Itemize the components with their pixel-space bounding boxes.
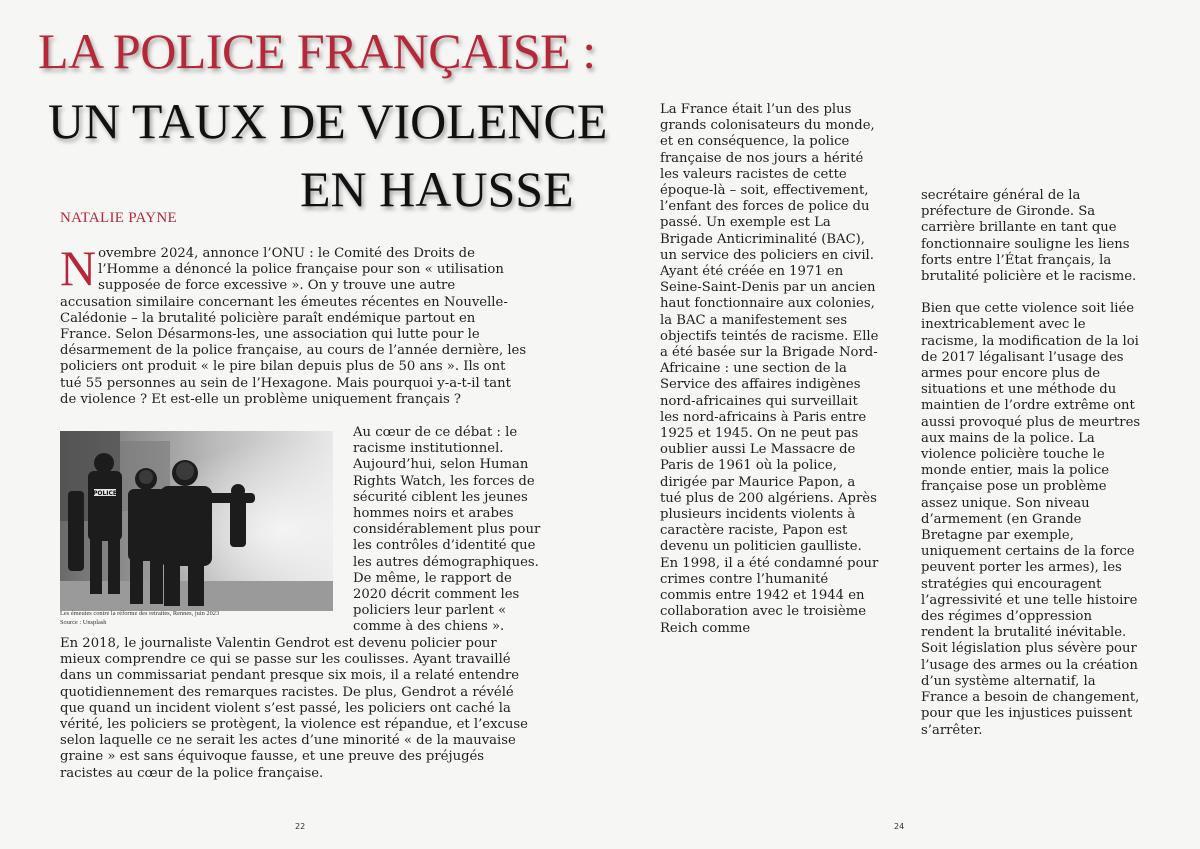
page-number-right: 24 [894, 822, 905, 831]
right-paragraph-1: secrétaire général de la préfecture de Gironde. Sa carrière brillante en tant que fonctionnaire souligne les liens forts entre l’État français, la brutalité policière et le racisme. [921, 188, 1137, 285]
riot-police-photo [60, 431, 333, 611]
intro-paragraph [60, 240, 530, 408]
author-byline: NATALIE PAYNE [60, 210, 178, 226]
photo-illustration [60, 431, 333, 611]
column-beside-photo: Au cœur de ce débat : le racisme institutionnel. Aujourd’hui, selon Human Rights Watch, les forces de sécurité ciblent les jeunes hommes noirs et arabes considérablement plus pour les contrôles d’identité que les autres démographiques. De même, le rapport de 2020 décrit comment les policiers leur parlent « comme à des chiens ». [353, 425, 541, 635]
police-vest-label: POLICE [92, 490, 118, 497]
headline-line-2: UN TAUX DE VIOLENCE [48, 93, 608, 149]
right-paragraph-2: Bien que cette violence soit liée inextricablement avec le racisme, la modification de la loi de 2017 légalisant l’usage des armes pour encore plus de situations et une méthode du maintien de l’ordre extrême ont aussi provoqué plus de meurtres aux mains de la police. La violence policière touche le monde entier, mais la police française pose un problème assez unique. Son niveau d’armement (en Grande Bretagne par exemple, uniquement certains de la force peuvent porter les armes), les stratégies qui encouragent l’agressivité et une telle histoire des régimes d’oppression rendent la brutalité inévitable. Soit législation plus sévère pour l’usage des armes ou la création d’un système alternatif, la France a besoin de changement, pour que les injustices puissent s’arrêter. [921, 301, 1141, 738]
middle-column: La France était l’un des plus grands colonisateurs du monde, et en conséquence, la police française de nos jours a hérité les valeurs racistes de cette époque-là – soit, effectivement, l’enfant des forces de police du passé. Un exemple est La Brigade Anticriminalité (BAC), un service des policiers en civil. Ayant été créée en 1971 en Seine-Saint-Denis par un ancien haut fonctionnaire aux colonies, la BAC a manifestement ses objectifs teintés de racisme. Elle a été basée sur la Brigade Nord-Africaine : une section de la Service des affaires indigènes nord-africaines qui surveillait les nord-africains à Paris entre 1925 et 1945. On ne peut pas oublier aussi Le Massacre de Paris de 1961 où la police, dirigée par Maurice Papon, a tué plus de 200 algériens. Après plusieurs incidents violents à caractère raciste, Papon est devenu un politicien gaulliste. En 1998, il a été condamné pour crimes contre l’humanité commis entre 1942 et 1944 en collaboration avec le troisième Reich comme [660, 102, 879, 636]
intro-text: ovembre 2024, annonce l’ONU : le Comité des Droits de l’Homme a dénoncé la police française pour son « utilisation supposée de force excessive ». On y trouve une autre accusation similaire concernant les émeutes récentes en Nouvelle-Calédonie – la brutalité policière paraît endémique partout en France. Selon Désarmons-les, une association qui lutte pour le désarmement de la police française, au cours de l’année dernière, les policiers ont produit « le pire bilan depuis plus de 50 ans ». Ils ont tué 55 personnes au sein de l’Hexagone. Mais pourquoi y-a-t-il tant de violence ? Et est-elle un problème uniquement français ? [60, 246, 527, 407]
headline-line-1: LA POLICE FRANÇAISE : [38, 23, 596, 79]
lower-paragraph: En 2018, le journaliste Valentin Gendrot est devenu policier pour mieux comprendre ce qui se passe sur les coulisses. Ayant travaillé dans un commissariat pendant presque six mois, il a relaté entendre quotidiennement des remarques racistes. De plus, Gendrot a révélé que quand un incident violent s’est passé, les policiers ont caché la vérité, les policiers se protègent, la violence est répandue, et l’excuse selon laquelle ce ne serait les actes d’une minorité « de la mauvaise graine » est sans équivoque fausse, et une preuve des préjugés racistes au cœur de la police française. [60, 636, 528, 781]
caption-source: Source : Unsplash [60, 618, 107, 626]
page-number-left: 22 [295, 822, 306, 831]
drop-cap: N [60, 240, 97, 296]
headline-line-3: EN HAUSSE [300, 161, 574, 217]
right-column [921, 188, 1143, 739]
caption-text: Les émeutes contre la réforme des retraites, Rennes, juin 2023 [60, 610, 220, 617]
photo-caption [60, 610, 340, 627]
